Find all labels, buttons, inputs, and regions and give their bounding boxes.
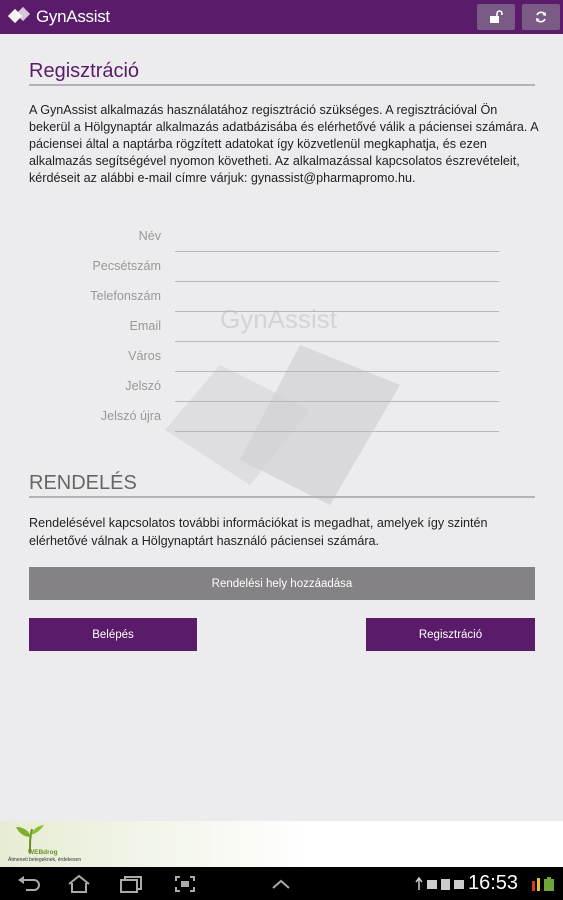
system-navigation-bar [0,867,563,900]
form-row-city [29,347,499,375]
password-input[interactable] [175,377,499,402]
form-row-name [29,227,499,255]
battery-signal [530,875,558,893]
lock-button[interactable] [477,4,515,30]
footer-tagline: Átmeneti betegeknek, érdekesen [8,857,82,863]
city-input[interactable] [175,347,499,372]
status-clock: 16:53 [468,872,519,894]
screenshot-icon [174,875,196,893]
app-logo-text: GynAssist [36,7,110,26]
form-row-password [29,377,499,405]
stamp-number-input[interactable] [175,257,499,282]
notification-icons [414,876,466,892]
password-confirm-input[interactable] [175,407,499,432]
logo-mark-icon [8,6,34,28]
phone-label: Telefonszám [90,289,161,303]
rendeles-divider [29,496,535,498]
home-icon [66,875,92,893]
registration-intro-text: A GynAssist alkalmazás használatához regisztráció szükséges. A regisztrációval Ön bekerül a Hölgynaptár alkalmazás adatbázisába és elérhetővé válik a páciensei számára. A páciensei által a naptárba rögzített adatokat így közvetlenül megkaphatja, és ezen alkalmazás segítségével nyomon követheti. Az alkalmazással kapcsolatos észrevételeit, kérdéseit az alábbi e-mail címre várjuk: gynassist@pharmapromo.hu. [29,103,538,185]
lock-open-icon [488,10,504,24]
form-row-phone [29,287,499,315]
footer-brand: WEBdrog [28,849,58,856]
add-practice-button[interactable]: Rendelési hely hozzáadása [29,567,535,600]
app-logo [8,4,110,30]
status-icons [414,876,466,892]
register-button[interactable]: Regisztráció [366,618,535,651]
rendeles-text: Rendelésével kapcsolatos további információkat is megadhat, amelyek így szintén elérhetővé válnak a Hölgynaptárt használó páciensei számára. [29,516,488,548]
recent-apps-button[interactable] [116,873,146,895]
recent-apps-icon [119,875,143,893]
title-divider [29,84,535,86]
back-button[interactable] [14,873,44,895]
password-label: Jelszó [125,379,161,393]
chevron-up-icon [270,878,292,890]
name-input[interactable] [175,227,499,252]
screenshot-button[interactable] [170,873,200,895]
refresh-button[interactable] [522,4,560,30]
form-row-email [29,317,499,345]
password-confirm-label: Jelszó újra [100,409,161,423]
name-label: Név [138,229,161,243]
menu-up-button[interactable] [266,873,296,895]
phone-input[interactable] [175,287,499,312]
stamp-number-label: Pecsétszám [92,259,161,273]
battery-icon [530,875,558,893]
refresh-icon [534,10,548,24]
back-icon [16,876,42,892]
form-row-password-confirm [29,407,499,435]
app-header [0,0,563,34]
footer-banner[interactable] [0,821,563,867]
login-button[interactable]: Belépés [29,618,197,651]
city-label: Város [128,349,161,363]
registration-title: Regisztráció [29,60,140,82]
rendeles-title: RENDELÉS [29,472,137,494]
watermark-text: GynAssist [220,304,338,334]
email-input[interactable] [175,317,499,342]
home-button[interactable] [64,873,94,895]
form-row-stamp-number [29,257,499,285]
email-label: Email [129,319,161,333]
